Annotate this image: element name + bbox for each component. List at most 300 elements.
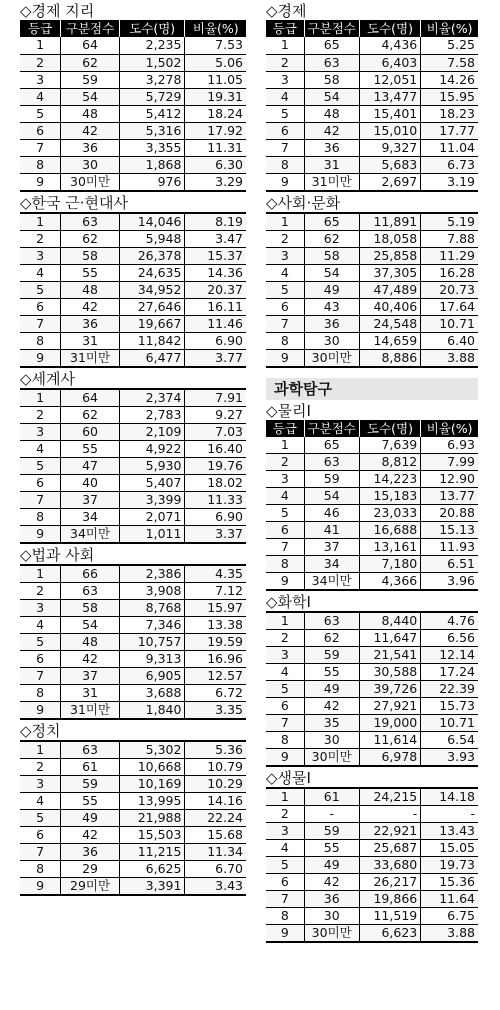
table-row [20,122,246,139]
count-cell: 11,215 [119,843,185,860]
column-header: 등급 [266,420,304,437]
count-cell: 7,180 [359,556,420,573]
ratio-cell: 15.13 [421,522,478,539]
count-cell: 40,406 [359,298,420,315]
count-cell: 21,541 [359,647,420,664]
grade-cell: 1 [20,741,61,759]
table-row [20,684,246,701]
cutoff-score-cell: 62 [61,230,120,247]
table-row [20,616,246,633]
grade-cell: 9 [266,173,304,191]
ratio-cell: 3.77 [185,349,246,367]
ratio-cell: 15.37 [185,247,246,264]
cutoff-score-cell: 30미만 [304,349,359,367]
ratio-cell: 8.19 [185,213,246,231]
ratio-cell: 3.19 [421,173,478,191]
subject-block [266,591,478,767]
cutoff-score-cell: 36 [304,139,359,156]
table-row [266,732,478,749]
count-cell: 30,588 [359,664,420,681]
ratio-cell: 3.43 [185,877,246,895]
cutoff-score-cell: 35 [304,715,359,732]
grade-cell: 7 [20,843,61,860]
count-cell: 6,625 [119,860,185,877]
cutoff-score-cell: 62 [61,54,120,71]
ratio-cell: 7.99 [421,454,478,471]
ratio-cell: 11.34 [185,843,246,860]
grade-cell: 5 [266,105,304,122]
count-cell: 3,391 [119,877,185,895]
table-row [266,71,478,88]
table-row [266,264,478,281]
subject-block [266,378,478,592]
ratio-cell: 3.93 [421,749,478,767]
column-header: 구분점수 [304,420,359,437]
grade-cell: 6 [266,522,304,539]
cutoff-score-cell: 36 [61,139,120,156]
cutoff-score-cell: 37 [304,539,359,556]
count-cell: 15,010 [359,122,420,139]
grade-cell: 9 [20,701,61,719]
ratio-cell: 3.88 [421,349,478,367]
table-row [266,505,478,522]
ratio-cell: 5.36 [185,741,246,759]
grade-cell: 6 [20,298,61,315]
grade-cell: 8 [20,156,61,173]
column-header: 구분점수 [304,20,359,37]
table-row [266,522,478,539]
grade-cell: 1 [20,389,61,407]
table-row [266,247,478,264]
column-header: 비율(%) [421,420,478,437]
count-cell: 1,868 [119,156,185,173]
ratio-cell: 3.29 [185,173,246,191]
cutoff-score-cell: 48 [61,281,120,298]
grade-cell: 6 [20,122,61,139]
cutoff-score-cell: 36 [304,891,359,908]
cutoff-score-cell: 54 [304,88,359,105]
ratio-cell: 12.57 [185,667,246,684]
ratio-cell: 11.31 [185,139,246,156]
cutoff-score-cell: 48 [61,105,120,122]
grade-cell: 3 [266,247,304,264]
count-cell: 2,783 [119,406,185,423]
ratio-cell: 12.90 [421,471,478,488]
ratio-cell: 19.76 [185,457,246,474]
count-cell: 3,355 [119,139,185,156]
cutoff-score-cell: 46 [304,505,359,522]
ratio-cell: 16.40 [185,440,246,457]
table-row [20,281,246,298]
table-row [266,488,478,505]
grade-cell: 1 [20,213,61,231]
cutoff-score-cell: 55 [304,840,359,857]
count-cell: 5,729 [119,88,185,105]
table-row [266,37,478,54]
grade-cell: 8 [266,732,304,749]
ratio-cell: 7.53 [185,37,246,54]
cutoff-score-cell: 59 [61,775,120,792]
grade-cell: 4 [266,264,304,281]
table-row [20,701,246,719]
grade-table [266,787,478,943]
cutoff-score-cell: 64 [61,389,120,407]
left-column [20,0,246,896]
table-row [266,230,478,247]
grade-cell: 4 [266,88,304,105]
count-cell: 10,757 [119,633,185,650]
ratio-cell: 19.73 [421,857,478,874]
column-header: 도수(명) [359,420,420,437]
grade-cell: 2 [266,54,304,71]
ratio-cell: - [421,806,478,823]
grade-cell: 9 [266,749,304,767]
table-row [266,874,478,891]
count-cell: 3,278 [119,71,185,88]
ratio-cell: 17.77 [421,122,478,139]
table-row [20,877,246,895]
count-cell: 2,109 [119,423,185,440]
cutoff-score-cell: 62 [61,406,120,423]
grade-cell: 5 [20,809,61,826]
count-cell: 27,646 [119,298,185,315]
count-cell: 5,930 [119,457,185,474]
grade-cell: 3 [20,247,61,264]
ratio-cell: 7.12 [185,582,246,599]
ratio-cell: 10.71 [421,315,478,332]
grade-cell: 4 [20,440,61,457]
grade-cell: 2 [20,758,61,775]
count-cell: 22,921 [359,823,420,840]
count-cell: 8,768 [119,599,185,616]
table-row [20,247,246,264]
table-row [266,332,478,349]
grade-cell: 2 [20,54,61,71]
grade-cell: 9 [20,173,61,191]
grade-cell: 9 [20,877,61,895]
count-cell: 13,995 [119,792,185,809]
grade-cell: 7 [266,891,304,908]
cutoff-score-cell: 58 [61,247,120,264]
ratio-cell: 13.43 [421,823,478,840]
cutoff-score-cell: 42 [304,874,359,891]
grade-cell: 2 [266,630,304,647]
ratio-cell: 15.95 [421,88,478,105]
ratio-cell: 6.93 [421,437,478,454]
count-cell: 19,667 [119,315,185,332]
cutoff-score-cell: 54 [304,488,359,505]
count-cell: 6,623 [359,925,420,943]
ratio-cell: 6.40 [421,332,478,349]
table-row [20,474,246,491]
cutoff-score-cell: 34미만 [304,573,359,591]
cutoff-score-cell: 65 [304,213,359,231]
subject-title: ◇정치 [20,721,61,740]
ratio-cell: 17.92 [185,122,246,139]
ratio-cell: 3.88 [421,925,478,943]
cutoff-score-cell: 55 [61,264,120,281]
ratio-cell: 5.19 [421,213,478,231]
cutoff-score-cell: 40 [61,474,120,491]
grade-cell: 7 [266,715,304,732]
count-cell: 2,374 [119,389,185,407]
count-cell: 27,921 [359,698,420,715]
table-row [266,823,478,840]
cutoff-score-cell: 58 [61,599,120,616]
table-row [20,315,246,332]
grade-cell: 6 [266,122,304,139]
cutoff-score-cell: 48 [304,105,359,122]
count-cell: 5,683 [359,156,420,173]
table-row [20,264,246,281]
subject-title: ◇법과 사회 [20,545,95,564]
subject-title: ◇경제 [266,2,307,20]
table-row [20,508,246,525]
table-row [20,843,246,860]
ratio-cell: 22.24 [185,809,246,826]
cutoff-score-cell: 29미만 [61,877,120,895]
ratio-cell: 16.28 [421,264,478,281]
cutoff-score-cell: 49 [304,281,359,298]
grade-cell: 4 [266,488,304,505]
cutoff-score-cell: 54 [304,264,359,281]
grade-cell: 4 [20,792,61,809]
ratio-cell: 14.18 [421,788,478,806]
cutoff-score-cell: 42 [304,122,359,139]
grade-cell: 6 [20,474,61,491]
column-header: 등급 [20,20,61,37]
table-row [20,37,246,54]
count-cell: 11,842 [119,332,185,349]
table-row [266,556,478,573]
grade-table [20,564,246,720]
cutoff-score-cell: 31 [304,156,359,173]
cutoff-score-cell: 42 [61,122,120,139]
cutoff-score-cell: 36 [304,315,359,332]
table-row [20,88,246,105]
cutoff-score-cell: 30미만 [61,173,120,191]
table-row [20,582,246,599]
cutoff-score-cell: 59 [61,71,120,88]
cutoff-score-cell: 48 [61,633,120,650]
grade-cell: 9 [266,925,304,943]
table-row [20,332,246,349]
grade-cell: 9 [20,525,61,543]
ratio-cell: 18.02 [185,474,246,491]
cutoff-score-cell: 62 [304,630,359,647]
count-cell: 6,477 [119,349,185,367]
subject-title: ◇물리Ⅰ [266,401,311,420]
ratio-cell: 6.51 [421,556,478,573]
ratio-cell: 17.24 [421,664,478,681]
table-row [20,213,246,231]
table-row [20,389,246,407]
table-row [266,630,478,647]
grade-cell: 5 [266,681,304,698]
table-row [20,173,246,191]
table-row [20,633,246,650]
ratio-cell: 7.03 [185,423,246,440]
cutoff-score-cell: 65 [304,437,359,454]
cutoff-score-cell: 61 [304,788,359,806]
count-cell: 7,346 [119,616,185,633]
table-row [20,758,246,775]
grade-cell: 4 [20,264,61,281]
count-cell: 11,614 [359,732,420,749]
ratio-cell: 3.96 [421,573,478,591]
table-row [266,349,478,367]
ratio-cell: 11.33 [185,491,246,508]
cutoff-score-cell: 34 [304,556,359,573]
count-cell: 11,891 [359,213,420,231]
grade-cell: 4 [266,840,304,857]
cutoff-score-cell: 59 [304,647,359,664]
column-header: 비율(%) [185,20,246,37]
table-row [20,775,246,792]
table-row [266,437,478,454]
grade-cell: 3 [266,471,304,488]
cutoff-score-cell: 59 [304,471,359,488]
cutoff-score-cell: 65 [304,37,359,54]
ratio-cell: 20.73 [421,281,478,298]
cutoff-score-cell: 37 [61,667,120,684]
cutoff-score-cell: 37 [61,491,120,508]
count-cell: 4,436 [359,37,420,54]
ratio-cell: 7.88 [421,230,478,247]
count-cell: 39,726 [359,681,420,698]
grade-cell: 6 [20,826,61,843]
ratio-cell: 3.47 [185,230,246,247]
table-row [20,792,246,809]
count-cell: 18,058 [359,230,420,247]
ratio-cell: 12.14 [421,647,478,664]
subject-title: ◇세계사 [20,369,76,388]
grade-cell: 8 [266,908,304,925]
cutoff-score-cell: 64 [61,37,120,54]
cutoff-score-cell: 42 [61,298,120,315]
table-row [266,122,478,139]
ratio-cell: 5.06 [185,54,246,71]
count-cell: 976 [119,173,185,191]
grade-cell: 5 [20,457,61,474]
ratio-cell: 6.56 [421,630,478,647]
table-row [20,491,246,508]
ratio-cell: 6.75 [421,908,478,925]
grade-cell: 9 [266,573,304,591]
count-cell: 1,011 [119,525,185,543]
count-cell: 8,886 [359,349,420,367]
grade-table [20,212,246,368]
cutoff-score-cell: 61 [61,758,120,775]
count-cell: 5,302 [119,741,185,759]
header-row [266,420,478,437]
table-row [266,925,478,943]
table-row [20,54,246,71]
subject-block [20,368,246,544]
grade-cell: 2 [266,454,304,471]
subject-block [266,767,478,943]
table-row [20,423,246,440]
table-row [266,156,478,173]
table-row [266,664,478,681]
cutoff-score-cell: 63 [61,741,120,759]
count-cell: 24,635 [119,264,185,281]
ratio-cell: 20.37 [185,281,246,298]
grade-cell: 9 [20,349,61,367]
count-cell: 15,401 [359,105,420,122]
subject-block [266,0,478,192]
ratio-cell: 17.64 [421,298,478,315]
count-cell: 26,217 [359,874,420,891]
column-header: 도수(명) [359,20,420,37]
column-header: 도수(명) [119,20,185,37]
table-row [20,667,246,684]
ratio-cell: 6.73 [421,156,478,173]
ratio-cell: 16.11 [185,298,246,315]
subject-title: ◇화학Ⅰ [266,593,311,611]
cutoff-score-cell: 42 [61,650,120,667]
header-row [20,20,246,37]
table-row [266,54,478,71]
cutoff-score-cell: 31미만 [61,349,120,367]
table-row [266,612,478,630]
grade-cell: 1 [266,213,304,231]
table-row [266,698,478,715]
count-cell: 14,223 [359,471,420,488]
count-cell: 33,680 [359,857,420,874]
count-cell: 25,687 [359,840,420,857]
grade-cell: 8 [266,332,304,349]
count-cell: 11,647 [359,630,420,647]
ratio-cell: 11.46 [185,315,246,332]
count-cell: 3,908 [119,582,185,599]
ratio-cell: 4.35 [185,565,246,583]
cutoff-score-cell: 63 [61,213,120,231]
ratio-cell: 10.29 [185,775,246,792]
grade-cell: 7 [20,139,61,156]
ratio-cell: 6.90 [185,332,246,349]
cutoff-score-cell: 55 [61,440,120,457]
grade-table [20,740,246,896]
grade-table [266,611,478,767]
right-column [266,0,478,943]
grade-cell: 2 [266,230,304,247]
grade-cell: 7 [20,315,61,332]
count-cell: 7,639 [359,437,420,454]
count-cell: 21,988 [119,809,185,826]
table-row [266,908,478,925]
cutoff-score-cell: 58 [304,247,359,264]
cutoff-score-cell: 30 [304,332,359,349]
grade-cell: 7 [266,315,304,332]
count-cell: 23,033 [359,505,420,522]
ratio-cell: 6.54 [421,732,478,749]
table-row [20,71,246,88]
grade-cell: 5 [266,505,304,522]
grade-cell: 3 [20,423,61,440]
grade-cell: 2 [20,582,61,599]
grade-table [266,20,478,192]
grade-cell: 3 [20,599,61,616]
count-cell: - [359,806,420,823]
count-cell: 2,235 [119,37,185,54]
grade-cell: 8 [266,556,304,573]
table-row [266,573,478,591]
table-row [266,281,478,298]
ratio-cell: 14.16 [185,792,246,809]
cutoff-score-cell: 34미만 [61,525,120,543]
table-row [266,681,478,698]
